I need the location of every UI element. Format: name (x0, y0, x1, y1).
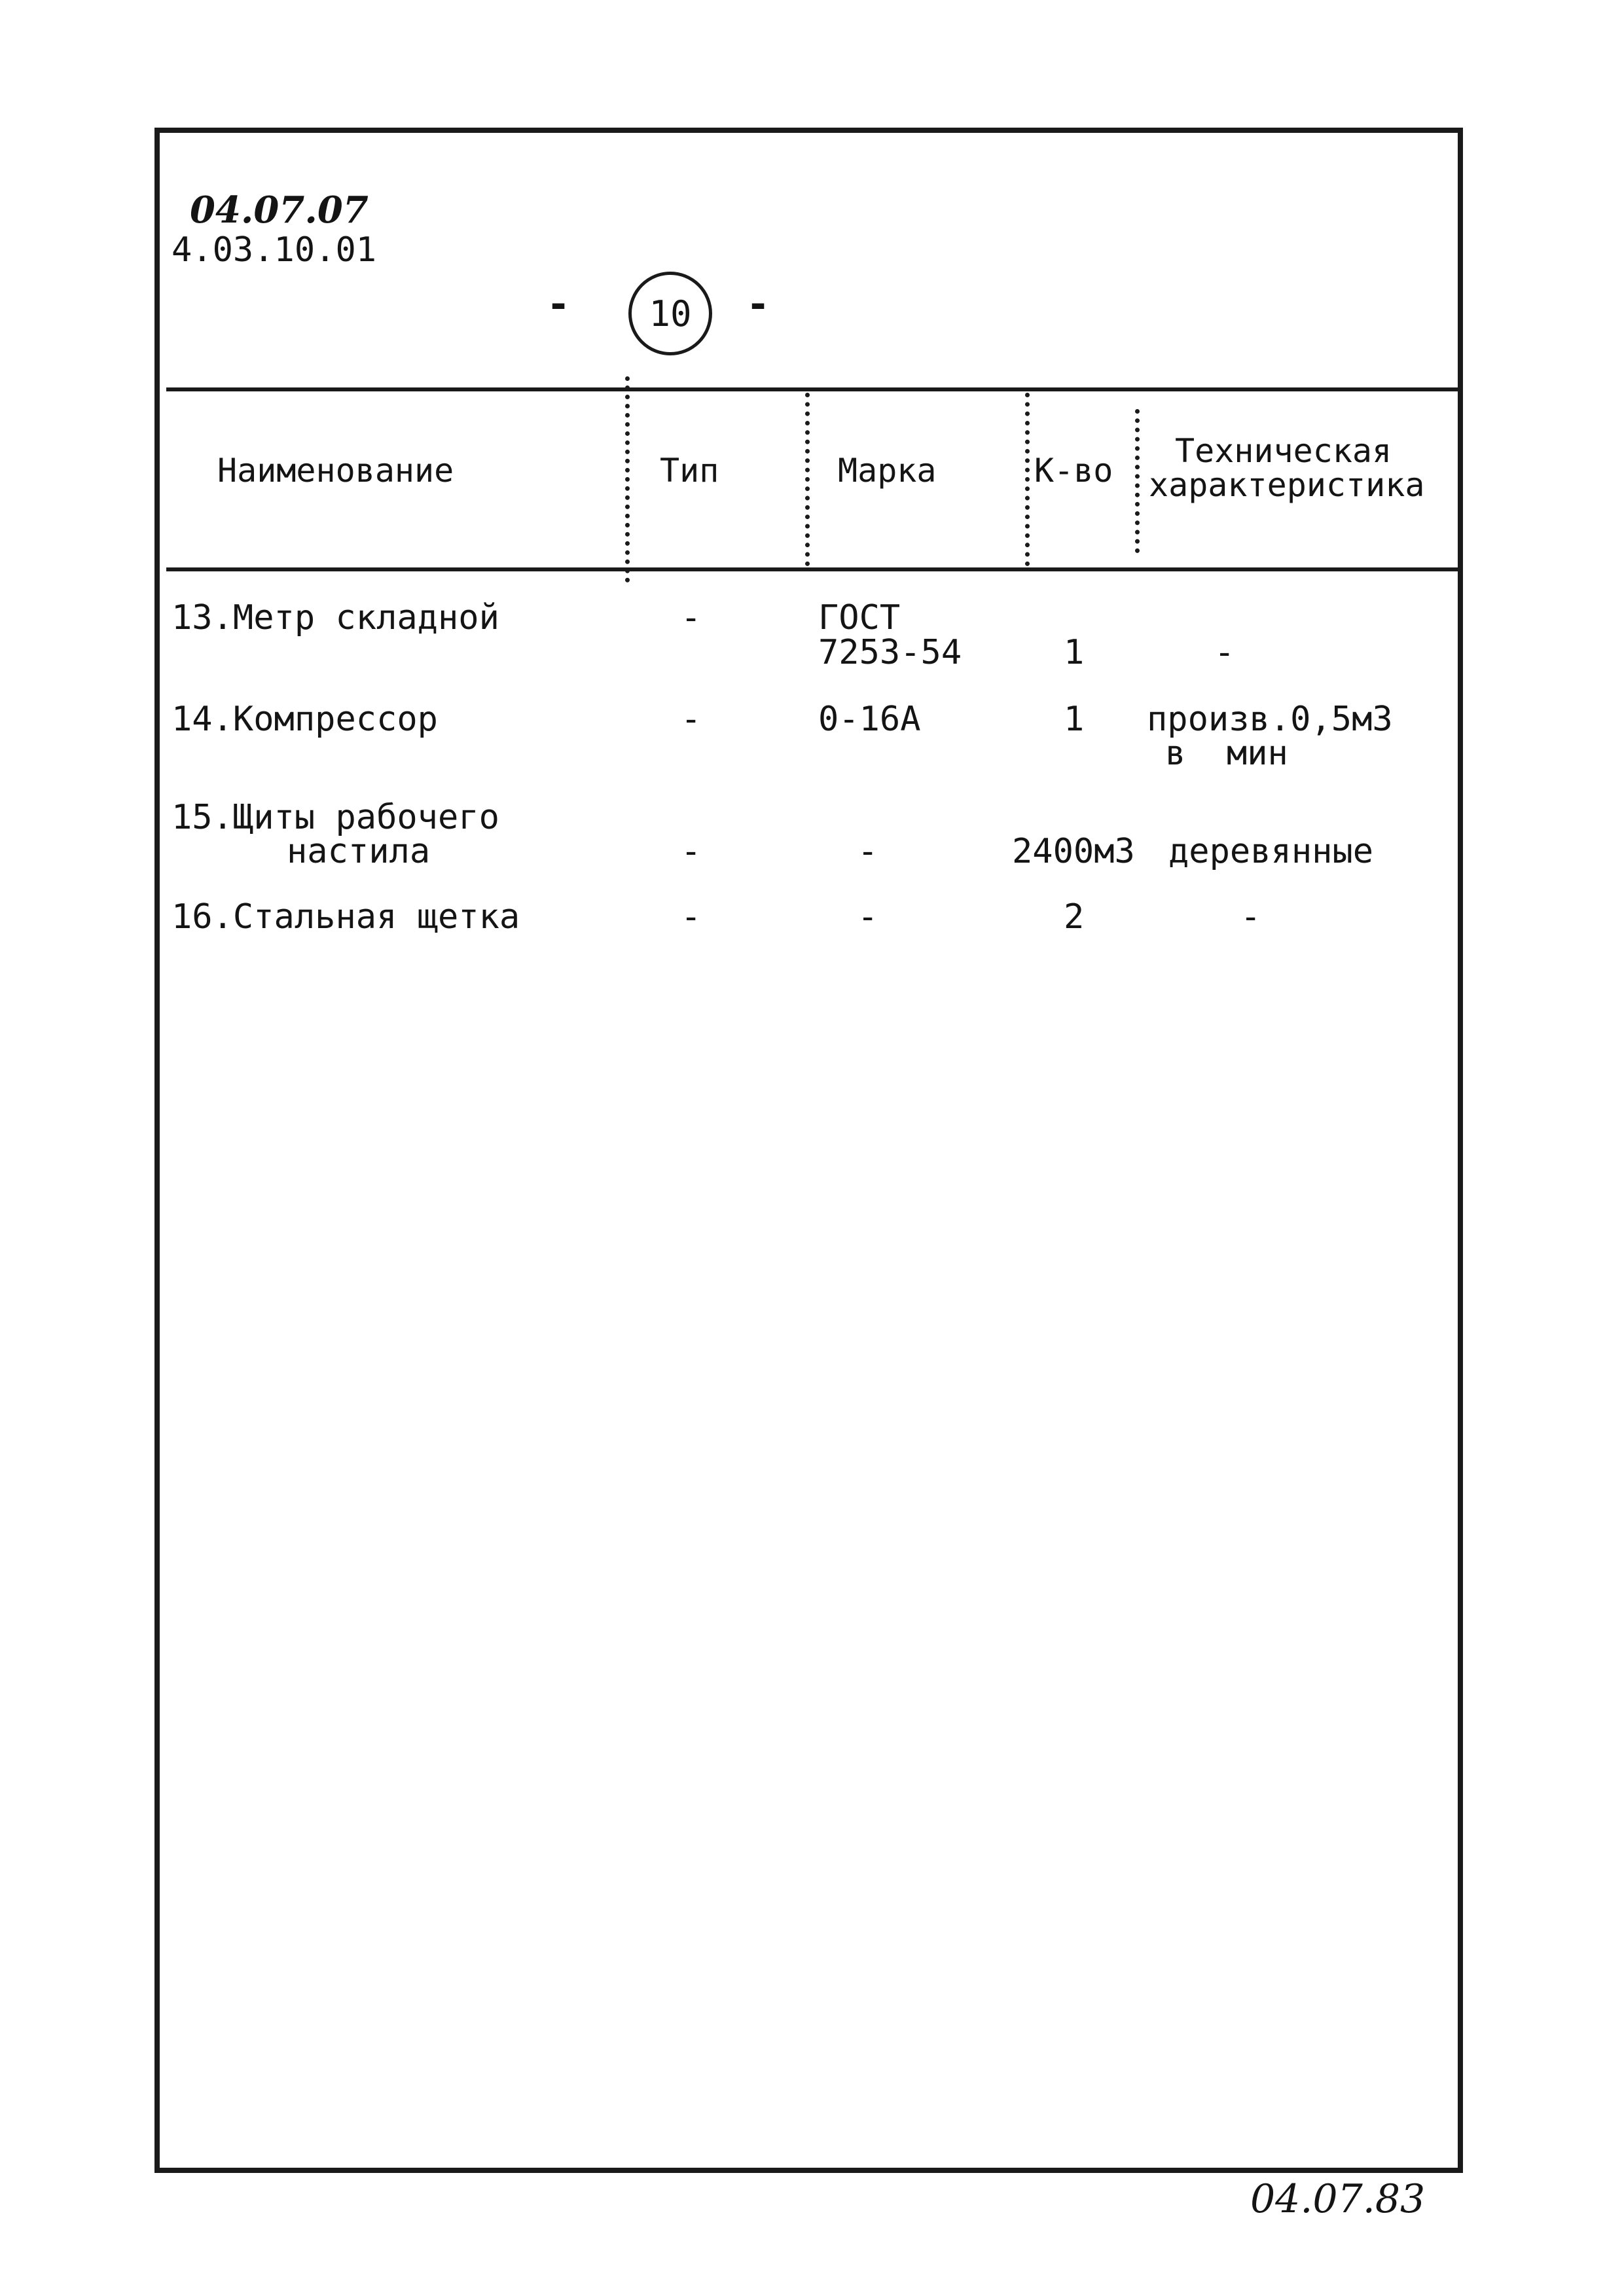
column-divider (1025, 393, 1035, 566)
row-15-name-2: настила (287, 832, 431, 871)
row-15-mark: - (857, 832, 878, 871)
page-number: 10 (649, 293, 692, 334)
handwritten-date: 04.07.83 (1250, 2176, 1426, 2222)
document-code: 4.03.10.01 (171, 230, 377, 270)
column-header-mark: Марка (838, 452, 937, 490)
dash-right: - (746, 281, 770, 327)
row-14-characteristic-2: в мин (1165, 734, 1288, 773)
row-14-characteristic-1: произв.0,5м3 (1147, 700, 1393, 739)
row-14-name: 14.Компрессор (171, 700, 438, 739)
row-16-characteristic: - (1240, 897, 1261, 937)
row-13-characteristic: - (1214, 633, 1235, 672)
row-16-type: - (681, 897, 702, 937)
row-15-type: - (681, 832, 702, 871)
row-13-type: - (681, 598, 702, 637)
row-14-mark: 0-16А (818, 700, 921, 739)
column-header-tech-1: Техническая (1175, 432, 1392, 470)
row-16-mark: - (857, 897, 878, 937)
column-header-type: Тип (660, 452, 719, 490)
handwritten-code: 04.07.07 (190, 188, 369, 232)
row-14-qty: 1 (1064, 700, 1085, 739)
row-13-mark-2: 7253-54 (818, 633, 962, 672)
dash-left: - (547, 281, 571, 327)
row-13-name: 13.Метр складной (171, 598, 499, 637)
column-divider (805, 393, 815, 566)
row-15-characteristic: деревянные (1168, 832, 1374, 871)
page-number-circle (628, 272, 712, 355)
column-divider (625, 376, 635, 583)
table-header-rule (166, 567, 1463, 571)
row-13-mark-1: ГОСТ (818, 598, 901, 637)
row-15-qty: 2400м3 (1012, 832, 1135, 871)
row-14-type: - (681, 700, 702, 739)
row-13-qty: 1 (1064, 633, 1085, 672)
column-header-qty: К-во (1034, 452, 1113, 490)
row-16-name: 16.Стальная щетка (171, 897, 520, 937)
column-divider (1135, 409, 1145, 553)
row-16-qty: 2 (1064, 897, 1085, 937)
column-header-name: Наименование (217, 452, 454, 490)
column-header-tech-2: характеристика (1149, 466, 1425, 504)
row-15-name-1: 15.Щиты рабочего (171, 798, 499, 837)
table-top-rule (166, 387, 1463, 391)
